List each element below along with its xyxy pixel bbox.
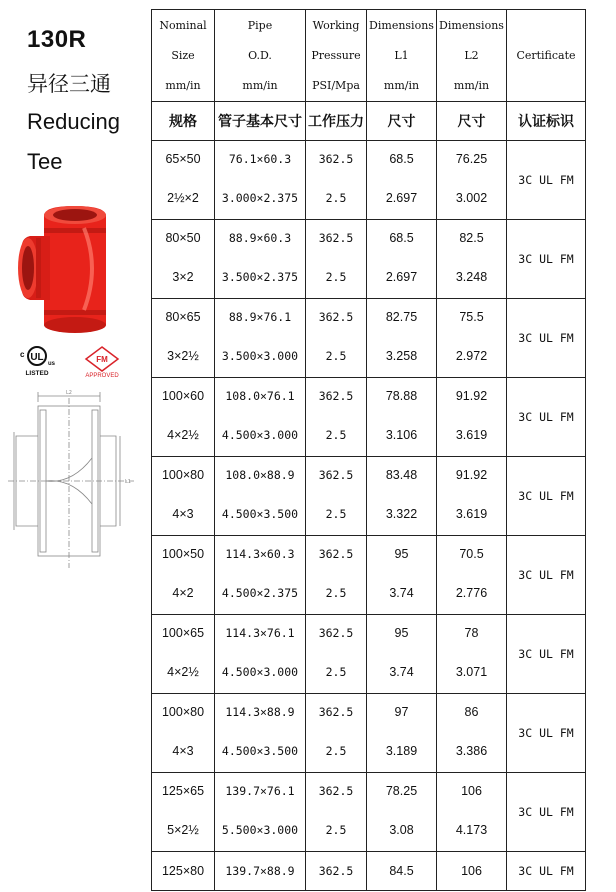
cell-l2 — [437, 615, 507, 694]
cell-l1-in: 3.322 — [385, 507, 418, 521]
cell-l1-in: 2.697 — [385, 270, 418, 284]
svg-text:c: c — [20, 350, 25, 359]
cell-od — [215, 457, 306, 536]
spec-table — [151, 9, 586, 891]
cell-l1-mm: 83.48 — [385, 468, 418, 482]
cell-l1-mm: 68.5 — [389, 152, 414, 166]
cell-od-in: 4.500×3.000 — [221, 665, 299, 679]
cell-l1-mm: 78.88 — [385, 389, 418, 403]
cell-l2-mm: 86 — [464, 705, 479, 719]
header-size: Nominal Size mm/in — [152, 10, 215, 102]
cell-certificate: 3C UL FM — [507, 378, 586, 457]
header-row — [152, 10, 586, 102]
product-panel — [0, 0, 150, 892]
cell-l1 — [367, 141, 437, 220]
cell-l2-mm: 91.92 — [455, 389, 488, 403]
reducing-tee-photo — [14, 198, 132, 336]
cell-l1-mm: 95 — [394, 626, 409, 640]
cell-l2 — [437, 694, 507, 773]
fm-approved-icon — [82, 345, 122, 379]
cell-size-in: 2½×2 — [167, 191, 199, 205]
cell-od — [215, 299, 306, 378]
ul-listed-icon — [15, 345, 59, 377]
header-cn-od: 管子基本尺寸 — [215, 102, 306, 141]
table-row — [152, 773, 586, 852]
cell-l2 — [437, 536, 507, 615]
product-name-en-line1: Reducing — [27, 109, 120, 134]
cell-certificate: 3C UL FM — [507, 615, 586, 694]
cell-pressure — [306, 615, 367, 694]
cell-size — [152, 220, 215, 299]
cell-od-mm: 88.9×76.1 — [228, 310, 292, 324]
cell-pressure: 362.5 — [306, 852, 367, 891]
cell-size-in: 4×3 — [172, 744, 194, 758]
cell-od-in: 4.500×3.500 — [221, 744, 299, 758]
cell-l2 — [437, 378, 507, 457]
svg-text:UL: UL — [30, 352, 44, 363]
header-cn-dim-l2: 尺寸 — [437, 102, 507, 141]
cell-l1-in: 3.106 — [385, 428, 418, 442]
cell-l2: 106 — [437, 852, 507, 891]
cell-l2-in: 4.173 — [455, 823, 488, 837]
cell-od-mm: 139.7×76.1 — [225, 784, 295, 798]
cell-certificate: 3C UL FM — [507, 773, 586, 852]
cell-pressure-mm: 362.5 — [318, 547, 354, 561]
cell-pressure — [306, 773, 367, 852]
cell-certificate: 3C UL FM — [507, 220, 586, 299]
cell-l2 — [437, 141, 507, 220]
cell-pressure-mm: 362.5 — [318, 468, 354, 482]
cell-od-in: 4.500×3.500 — [221, 507, 299, 521]
cell-pressure-in: 2.5 — [325, 744, 347, 758]
cell-l1-in: 3.74 — [389, 665, 414, 679]
cell-pressure-mm: 362.5 — [318, 784, 354, 798]
cell-pressure-mm: 362.5 — [318, 152, 354, 166]
cell-pressure-mm: 362.5 — [318, 310, 354, 324]
cell-od — [215, 694, 306, 773]
cell-l2-in: 3.248 — [455, 270, 488, 284]
cell-size — [152, 615, 215, 694]
cell-od-mm: 114.3×60.3 — [225, 547, 295, 561]
cell-pressure — [306, 536, 367, 615]
cell-l1-mm: 82.75 — [385, 310, 418, 324]
cell-l2-in: 3.619 — [455, 428, 488, 442]
cell-size-in: 4×2½ — [167, 665, 199, 679]
cell-od — [215, 536, 306, 615]
cell-od-mm: 114.3×88.9 — [225, 705, 295, 719]
cell-certificate: 3C UL FM — [507, 457, 586, 536]
cell-l2-mm: 76.25 — [455, 152, 488, 166]
table-row — [152, 141, 586, 220]
cell-l1: 84.5 — [367, 852, 437, 891]
cell-od-mm: 114.3×76.1 — [225, 626, 295, 640]
cell-pressure-in: 2.5 — [325, 270, 347, 284]
cell-pressure — [306, 299, 367, 378]
cell-size-in: 4×2 — [172, 586, 194, 600]
cell-size-in: 3×2½ — [167, 349, 199, 363]
cell-pressure — [306, 694, 367, 773]
cell-size-in: 4×2½ — [167, 428, 199, 442]
cell-certificate: 3C UL FM — [507, 141, 586, 220]
cell-l1 — [367, 378, 437, 457]
cell-pressure-mm: 362.5 — [318, 231, 354, 245]
cell-pressure-mm: 362.5 — [318, 705, 354, 719]
cell-pressure — [306, 141, 367, 220]
cell-certificate: 3C UL FM — [507, 694, 586, 773]
cell-l2-in: 2.972 — [455, 349, 488, 363]
cell-pressure-in: 2.5 — [325, 665, 347, 679]
cell-pressure-in: 2.5 — [325, 428, 347, 442]
cell-od — [215, 141, 306, 220]
header-pressure: Working Pressure PSI/Mpa — [306, 10, 367, 102]
cell-size-in: 5×2½ — [167, 823, 199, 837]
cell-l1 — [367, 615, 437, 694]
header-cn-pressure: 工作压力 — [306, 102, 367, 141]
cell-size — [152, 141, 215, 220]
cell-size — [152, 773, 215, 852]
product-model: 130R — [27, 26, 87, 53]
cell-size — [152, 378, 215, 457]
cell-l1 — [367, 536, 437, 615]
cell-pressure-in: 2.5 — [325, 507, 347, 521]
cell-pressure-mm: 362.5 — [318, 626, 354, 640]
cell-size-mm: 100×80 — [161, 705, 205, 719]
header-dim-l2: Dimensions L2 mm/in — [437, 10, 507, 102]
label-l2: L2 — [66, 390, 72, 396]
table-row — [152, 220, 586, 299]
table-row-last — [152, 852, 586, 891]
cell-size: 125×80 — [152, 852, 215, 891]
cell-l1-mm: 95 — [394, 547, 409, 561]
dimension-drawing — [8, 388, 134, 570]
fm-mark: FM — [96, 355, 108, 364]
cell-od-in: 5.500×3.000 — [221, 823, 299, 837]
cell-od-in: 3.000×2.375 — [221, 191, 299, 205]
cell-l2-in: 3.002 — [455, 191, 488, 205]
cell-l2-mm: 106 — [461, 784, 482, 798]
cell-pressure-mm: 362.5 — [318, 389, 354, 403]
label-l1: L1 — [125, 479, 131, 485]
cell-l1-in: 3.74 — [389, 586, 414, 600]
cell-l1 — [367, 457, 437, 536]
cell-size — [152, 694, 215, 773]
cell-l1-in: 3.258 — [385, 349, 418, 363]
cell-od — [215, 378, 306, 457]
cell-size — [152, 536, 215, 615]
cell-size-mm: 100×80 — [161, 468, 205, 482]
cell-l2 — [437, 220, 507, 299]
cell-size-mm: 80×65 — [165, 310, 201, 324]
cell-od: 139.7×88.9 — [215, 852, 306, 891]
header-row-cn — [152, 102, 586, 141]
cell-l1-in: 3.189 — [385, 744, 418, 758]
ul-listed-label: LISTED — [25, 370, 49, 377]
product-name-en-line2: Tee — [27, 149, 63, 174]
cell-l1-mm: 68.5 — [389, 231, 414, 245]
cell-l1 — [367, 694, 437, 773]
cell-pressure-in: 2.5 — [325, 191, 347, 205]
cell-size-mm: 100×60 — [161, 389, 205, 403]
table-row — [152, 299, 586, 378]
header-cn-dim-l1: 尺寸 — [367, 102, 437, 141]
cell-size-mm: 125×65 — [161, 784, 205, 798]
cell-od-in: 3.500×3.000 — [221, 349, 299, 363]
cell-od-in: 4.500×2.375 — [221, 586, 299, 600]
cell-pressure — [306, 378, 367, 457]
cell-pressure — [306, 220, 367, 299]
cell-l2-mm: 78 — [464, 626, 479, 640]
cell-od-in: 4.500×3.000 — [221, 428, 299, 442]
header-certificate: Certificate — [507, 10, 586, 102]
cell-l1 — [367, 220, 437, 299]
cell-l2 — [437, 299, 507, 378]
cell-l1-mm: 97 — [394, 705, 409, 719]
product-name-cn: 异径三通 — [27, 72, 111, 96]
cell-l1-in: 3.08 — [389, 823, 414, 837]
cell-od-in: 3.500×2.375 — [221, 270, 299, 284]
cell-l2-mm: 82.5 — [459, 231, 484, 245]
cell-size-mm: 100×50 — [161, 547, 205, 561]
header-dim-l1: Dimensions L1 mm/in — [367, 10, 437, 102]
table-row — [152, 378, 586, 457]
cell-l2-in: 2.776 — [455, 586, 488, 600]
cell-size-in: 4×3 — [172, 507, 194, 521]
cell-size-mm: 100×65 — [161, 626, 205, 640]
cell-certificate: 3C UL FM — [507, 299, 586, 378]
cell-od — [215, 220, 306, 299]
cell-od-mm: 76.1×60.3 — [228, 152, 292, 166]
cell-size — [152, 457, 215, 536]
cell-size — [152, 299, 215, 378]
cell-l1-in: 2.697 — [385, 191, 418, 205]
cell-od-mm: 88.9×60.3 — [228, 231, 292, 245]
fm-approved-label: APPROVED — [85, 373, 119, 379]
cell-od-mm: 108.0×76.1 — [225, 389, 295, 403]
cell-l2-in: 3.071 — [455, 665, 488, 679]
cell-od-mm: 108.0×88.9 — [225, 468, 295, 482]
table-row — [152, 615, 586, 694]
cell-l1-mm: 78.25 — [385, 784, 418, 798]
cell-certificate: 3C UL FM — [507, 852, 586, 891]
svg-text:us: us — [48, 361, 56, 367]
cell-size-in: 3×2 — [172, 270, 194, 284]
cell-l1 — [367, 299, 437, 378]
cell-pressure-in: 2.5 — [325, 349, 347, 363]
cell-size-mm: 80×50 — [165, 231, 201, 245]
cell-l2-mm: 91.92 — [455, 468, 488, 482]
cell-l2-mm: 70.5 — [459, 547, 484, 561]
cell-l1 — [367, 773, 437, 852]
table-row — [152, 694, 586, 773]
cell-pressure-in: 2.5 — [325, 823, 347, 837]
table-row — [152, 536, 586, 615]
cell-l2-in: 3.619 — [455, 507, 488, 521]
cell-od — [215, 773, 306, 852]
cell-l2 — [437, 457, 507, 536]
cell-l2-in: 3.386 — [455, 744, 488, 758]
header-od: Pipe O.D. mm/in — [215, 10, 306, 102]
header-cn-certificate: 认证标识 — [507, 102, 586, 141]
cell-od — [215, 615, 306, 694]
cell-certificate: 3C UL FM — [507, 536, 586, 615]
cell-l2-mm: 75.5 — [459, 310, 484, 324]
cell-l2 — [437, 773, 507, 852]
table-row — [152, 457, 586, 536]
header-cn-size: 规格 — [152, 102, 215, 141]
cell-size-mm: 65×50 — [165, 152, 201, 166]
cell-pressure-in: 2.5 — [325, 586, 347, 600]
cell-pressure — [306, 457, 367, 536]
